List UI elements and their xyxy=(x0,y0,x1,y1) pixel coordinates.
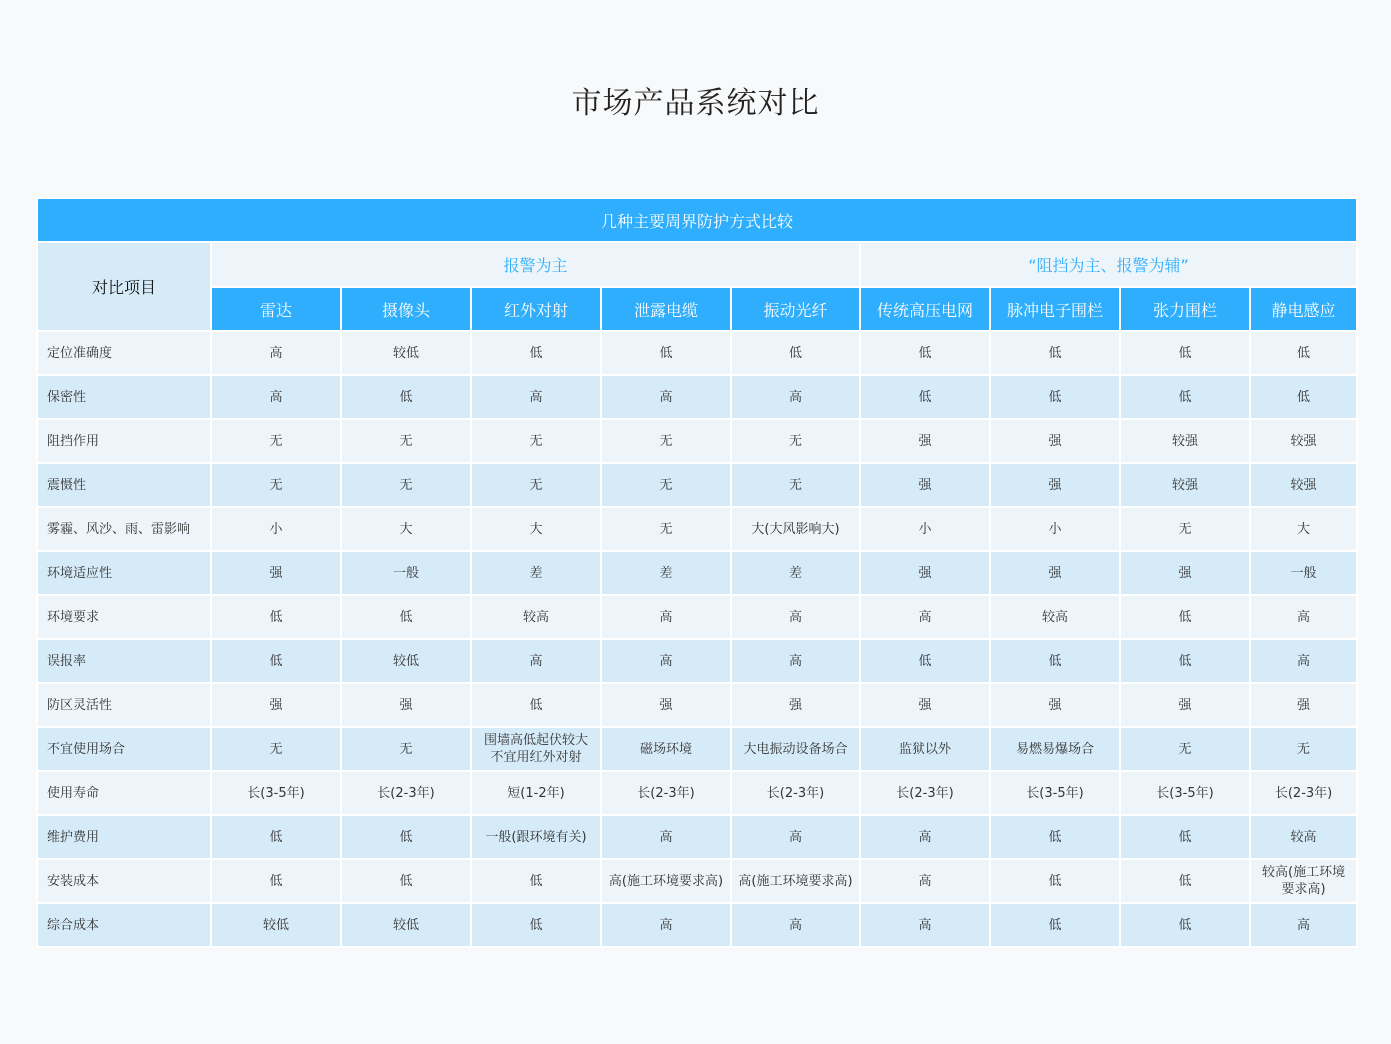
row-label: 安装成本 xyxy=(37,859,211,903)
table-cell: 高 xyxy=(860,815,990,859)
table-cell: 高 xyxy=(601,815,731,859)
table-cell: 低 xyxy=(860,639,990,683)
table-cell: 高 xyxy=(601,595,731,639)
table-cell: 强 xyxy=(990,551,1120,595)
table-row xyxy=(37,903,1357,947)
table-cell: 围墙高低起伏较大 不宜用红外对射 xyxy=(471,727,601,771)
table-cell: 大电振动设备场合 xyxy=(731,727,860,771)
table-cell: 磁场环境 xyxy=(601,727,731,771)
table-cell: 无 xyxy=(211,727,341,771)
table-cell: 强 xyxy=(601,683,731,727)
table-cell: 无 xyxy=(1120,507,1250,551)
table-cell: 一般 xyxy=(341,551,471,595)
table-cell: 低 xyxy=(1120,595,1250,639)
column-header: 泄露电缆 xyxy=(601,287,731,331)
table-cell: 长(2-3年) xyxy=(601,771,731,815)
table-cell: 低 xyxy=(211,815,341,859)
table-cell: 较低 xyxy=(341,639,471,683)
table-row xyxy=(37,419,1357,463)
column-header: 雷达 xyxy=(211,287,341,331)
table-cell: 较高 xyxy=(471,595,601,639)
table-cell: 强 xyxy=(860,551,990,595)
table-cell: 低 xyxy=(341,859,471,903)
table-cell: 较低 xyxy=(211,903,341,947)
table-cell: 较高(施工环境 要求高) xyxy=(1250,859,1357,903)
table-row xyxy=(37,771,1357,815)
table-cell: 较强 xyxy=(1250,463,1357,507)
table-cell: 低 xyxy=(1120,375,1250,419)
table-cell: 低 xyxy=(471,683,601,727)
row-label: 使用寿命 xyxy=(37,771,211,815)
table-row xyxy=(37,683,1357,727)
table-cell: 较高 xyxy=(990,595,1120,639)
table-row xyxy=(37,727,1357,771)
column-header: 传统高压电网 xyxy=(860,287,990,331)
table-cell: 高 xyxy=(860,595,990,639)
row-label: 综合成本 xyxy=(37,903,211,947)
table-row xyxy=(37,551,1357,595)
row-label: 震慑性 xyxy=(37,463,211,507)
table-cell: 低 xyxy=(341,595,471,639)
table-cell: 低 xyxy=(1120,331,1250,375)
table-cell: 无 xyxy=(601,419,731,463)
row-label: 定位准确度 xyxy=(37,331,211,375)
table-cell: 较低 xyxy=(341,331,471,375)
table-cell: 无 xyxy=(211,463,341,507)
table-cell: 高 xyxy=(601,903,731,947)
group-header: “阻挡为主、报警为辅” xyxy=(860,242,1357,287)
table-cell: 强 xyxy=(1120,683,1250,727)
table-cell: 低 xyxy=(1250,331,1357,375)
table-cell: 较强 xyxy=(1250,419,1357,463)
table-row xyxy=(37,639,1357,683)
table-row xyxy=(37,331,1357,375)
table-cell: 低 xyxy=(1120,639,1250,683)
table-cell: 小 xyxy=(211,507,341,551)
column-header: 静电感应 xyxy=(1250,287,1357,331)
table-cell: 高 xyxy=(1250,639,1357,683)
table-cell: 低 xyxy=(211,595,341,639)
table-cell: 无 xyxy=(601,463,731,507)
table-cell: 长(3-5年) xyxy=(990,771,1120,815)
table-cell: 无 xyxy=(341,463,471,507)
table-row xyxy=(37,859,1357,903)
table-cell: 较强 xyxy=(1120,463,1250,507)
table-cell: 高 xyxy=(471,375,601,419)
row-label: 雾霾、风沙、雨、雷影响 xyxy=(37,507,211,551)
table-cell: 强 xyxy=(211,683,341,727)
table-row xyxy=(37,815,1357,859)
table-cell: 长(2-3年) xyxy=(1250,771,1357,815)
table-cell: 无 xyxy=(341,419,471,463)
table-cell: 大 xyxy=(471,507,601,551)
row-label: 不宜使用场合 xyxy=(37,727,211,771)
row-label: 环境要求 xyxy=(37,595,211,639)
table-cell: 易燃易爆场合 xyxy=(990,727,1120,771)
table-cell: 低 xyxy=(471,331,601,375)
table-cell: 高(施工环境要求高) xyxy=(601,859,731,903)
row-label: 防区灵活性 xyxy=(37,683,211,727)
table-cell: 长(3-5年) xyxy=(1120,771,1250,815)
table-cell: 小 xyxy=(860,507,990,551)
table-cell: 低 xyxy=(471,903,601,947)
table-cell: 无 xyxy=(211,419,341,463)
table-cell: 低 xyxy=(990,903,1120,947)
table-cell: 强 xyxy=(211,551,341,595)
table-cell: 强 xyxy=(990,463,1120,507)
table-cell: 差 xyxy=(471,551,601,595)
table-cell: 无 xyxy=(731,463,860,507)
group-header: 报警为主 xyxy=(211,242,860,287)
table-cell: 无 xyxy=(1250,727,1357,771)
column-header: 振动光纤 xyxy=(731,287,860,331)
table-cell: 高 xyxy=(211,331,341,375)
table-cell: 低 xyxy=(990,331,1120,375)
table-cell: 高 xyxy=(1250,903,1357,947)
table-cell: 低 xyxy=(601,331,731,375)
table-cell: 高 xyxy=(731,639,860,683)
page-title: 市场产品系统对比 xyxy=(571,86,820,121)
column-header: 张力围栏 xyxy=(1120,287,1250,331)
table-cell: 短(1-2年) xyxy=(471,771,601,815)
row-header-title: 对比项目 xyxy=(37,242,211,331)
table-cell: 高 xyxy=(731,595,860,639)
table-cell: 小 xyxy=(990,507,1120,551)
table-cell: 强 xyxy=(860,419,990,463)
table-cell: 强 xyxy=(1120,551,1250,595)
table-cell: 长(2-3年) xyxy=(341,771,471,815)
table-cell: 强 xyxy=(860,683,990,727)
table-cell: 长(3-5年) xyxy=(211,771,341,815)
table-cell: 高 xyxy=(731,815,860,859)
table-cell: 强 xyxy=(1250,683,1357,727)
column-header: 红外对射 xyxy=(471,287,601,331)
table-cell: 无 xyxy=(601,507,731,551)
table-cell: 监狱以外 xyxy=(860,727,990,771)
table-cell: 一般 xyxy=(1250,551,1357,595)
table-cell: 无 xyxy=(1120,727,1250,771)
comparison-table xyxy=(36,197,1358,948)
table-cell: 低 xyxy=(731,331,860,375)
column-header: 摄像头 xyxy=(341,287,471,331)
table-cell: 高 xyxy=(860,903,990,947)
table-cell: 大 xyxy=(341,507,471,551)
table-cell: 一般(跟环境有关) xyxy=(471,815,601,859)
table-cell: 无 xyxy=(471,463,601,507)
table-cell: 低 xyxy=(211,639,341,683)
row-label: 环境适应性 xyxy=(37,551,211,595)
table-cell: 低 xyxy=(341,375,471,419)
table-row xyxy=(37,507,1357,551)
table-cell: 低 xyxy=(1250,375,1357,419)
table-cell: 低 xyxy=(211,859,341,903)
table-cell: 低 xyxy=(990,375,1120,419)
row-label: 误报率 xyxy=(37,639,211,683)
table-cell: 高 xyxy=(860,859,990,903)
row-label: 维护费用 xyxy=(37,815,211,859)
table-cell: 低 xyxy=(341,815,471,859)
table-cell: 低 xyxy=(990,639,1120,683)
table-cell: 差 xyxy=(731,551,860,595)
table-cell: 无 xyxy=(471,419,601,463)
table-cell: 高 xyxy=(731,375,860,419)
table-banner: 几种主要周界防护方式比较 xyxy=(37,198,1357,242)
table-cell: 低 xyxy=(860,331,990,375)
table-cell: 低 xyxy=(990,815,1120,859)
table-cell: 低 xyxy=(1120,903,1250,947)
table-row xyxy=(37,375,1357,419)
table-cell: 长(2-3年) xyxy=(860,771,990,815)
table-cell: 高(施工环境要求高) xyxy=(731,859,860,903)
table-cell: 长(2-3年) xyxy=(731,771,860,815)
table-cell: 强 xyxy=(860,463,990,507)
table-cell: 高 xyxy=(471,639,601,683)
table-cell: 强 xyxy=(990,419,1120,463)
table-cell: 无 xyxy=(341,727,471,771)
table-cell: 无 xyxy=(731,419,860,463)
table-cell: 低 xyxy=(1120,815,1250,859)
table-cell: 低 xyxy=(471,859,601,903)
table-cell: 强 xyxy=(731,683,860,727)
table-row xyxy=(37,463,1357,507)
row-label: 阻挡作用 xyxy=(37,419,211,463)
table-cell: 低 xyxy=(860,375,990,419)
table-cell: 大(大风影响大) xyxy=(731,507,860,551)
table-cell: 强 xyxy=(341,683,471,727)
table-cell: 强 xyxy=(990,683,1120,727)
table-cell: 较低 xyxy=(341,903,471,947)
row-label: 保密性 xyxy=(37,375,211,419)
table-cell: 高 xyxy=(731,903,860,947)
table-cell: 高 xyxy=(601,639,731,683)
table-cell: 较高 xyxy=(1250,815,1357,859)
table-cell: 低 xyxy=(990,859,1120,903)
table-cell: 高 xyxy=(1250,595,1357,639)
table-cell: 高 xyxy=(601,375,731,419)
table-cell: 较强 xyxy=(1120,419,1250,463)
table-cell: 低 xyxy=(1120,859,1250,903)
table-cell: 高 xyxy=(211,375,341,419)
column-header: 脉冲电子围栏 xyxy=(990,287,1120,331)
table-cell: 差 xyxy=(601,551,731,595)
table-row xyxy=(37,595,1357,639)
table-cell: 大 xyxy=(1250,507,1357,551)
